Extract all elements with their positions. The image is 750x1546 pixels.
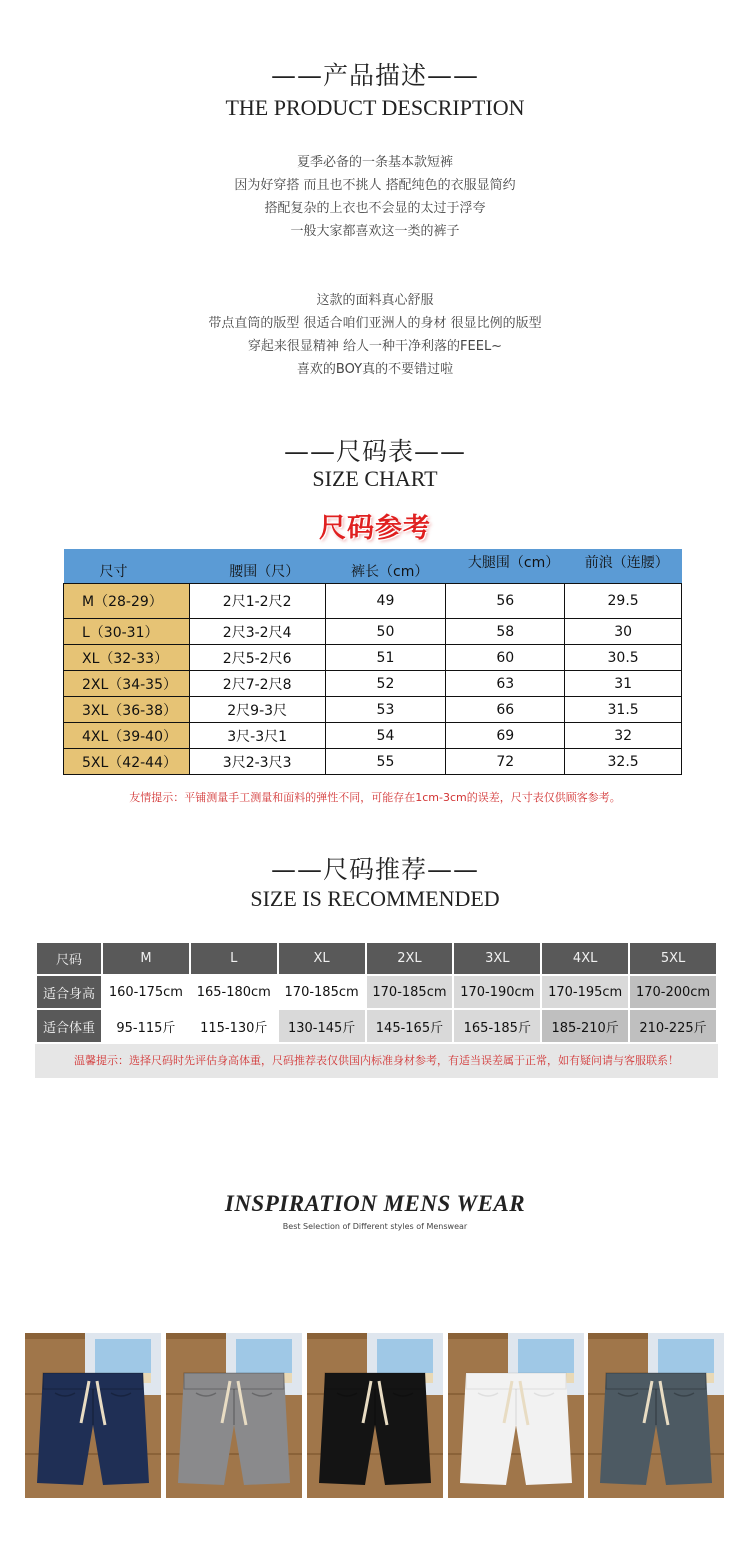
thigh-cell: 56	[446, 584, 565, 619]
rise-header: 前浪（连腰）	[565, 549, 682, 584]
rise-cell: 30	[565, 619, 682, 645]
product-photo-navy	[25, 1333, 161, 1508]
thigh-cell: 69	[446, 723, 565, 749]
size-chart-banner-text: 尺码参考	[319, 513, 431, 544]
description-line: 搭配复杂的上衣也不会显的太过于浮夸	[264, 201, 486, 216]
size-chart-table	[63, 549, 682, 775]
product-photo-black	[307, 1333, 443, 1508]
length-cell: 54	[325, 723, 446, 749]
recommend-height-row	[36, 975, 717, 1009]
rise-cell: 32.5	[565, 749, 682, 775]
size-chart-header-row	[64, 549, 682, 584]
recommend-size-label: 尺码	[36, 942, 102, 975]
size-chart-row	[64, 671, 682, 697]
recommend-height-label: 适合身高	[36, 975, 102, 1009]
description-line: 喜欢的BOY真的不要错过啦	[296, 362, 454, 377]
description-line: 带点直筒的版型 很适合咱们亚洲人的身材 很显比例的版型	[208, 316, 542, 331]
recommend-subtitle: SIZE IS RECOMMENDED	[250, 886, 500, 911]
length-cell: 49	[325, 584, 446, 619]
size-chart-row	[64, 645, 682, 671]
length-header: 裤长（cm）	[325, 549, 446, 584]
recommend-weight-label: 适合体重	[36, 1009, 102, 1043]
recommend-height: 170-195cm	[541, 975, 629, 1009]
waist-cell: 3尺-3尺1	[189, 723, 325, 749]
length-cell: 52	[325, 671, 446, 697]
size-chart-banner	[0, 506, 750, 545]
waist-cell: 3尺2-3尺3	[189, 749, 325, 775]
recommend-height: 165-180cm	[190, 975, 278, 1009]
size-chart-note: 友情提示：平铺测量手工测量和面料的弹性不同，可能存在1cm-3cm的误差，尺寸表仅供顾客参考。	[129, 791, 621, 804]
rise-cell: 29.5	[565, 584, 682, 619]
recommend-height: 170-185cm	[366, 975, 454, 1009]
thigh-cell: 60	[446, 645, 565, 671]
recommend-title: ——尺码推荐——	[270, 855, 479, 884]
waist-header: 腰围（尺）	[189, 549, 325, 584]
size-cell: 2XL（34-35）	[64, 671, 190, 697]
thigh-cell: 63	[446, 671, 565, 697]
size-cell: L（30-31）	[64, 619, 190, 645]
size-chart-title: ——尺码表——	[283, 437, 466, 466]
size-cell: M（28-29）	[64, 584, 190, 619]
recommend-weight-row	[36, 1009, 717, 1043]
description-subtitle: THE PRODUCT DESCRIPTION	[225, 95, 525, 120]
product-photo-slate	[588, 1333, 724, 1508]
recommend-size: 4XL	[541, 942, 629, 975]
recommend-size: 3XL	[453, 942, 541, 975]
size-chart-row	[64, 749, 682, 775]
size-cell: 5XL（42-44）	[64, 749, 190, 775]
size-header: 尺寸	[64, 549, 190, 584]
brand-subtitle: Best Selection of Different styles of Menswear	[282, 1222, 468, 1231]
waist-cell: 2尺7-2尺8	[189, 671, 325, 697]
description-title: ——产品描述——	[270, 61, 479, 90]
rise-cell: 32	[565, 723, 682, 749]
recommend-note: 温馨提示：选择尺码时先评估身高体重，尺码推荐表仅供国内标准身材参考，有适当误差属于正常，如有疑问请与客服联系！	[35, 1044, 718, 1078]
size-cell: XL（32-33）	[64, 645, 190, 671]
recommend-weight: 185-210斤	[541, 1009, 629, 1043]
recommend-height: 160-175cm	[102, 975, 190, 1009]
size-chart-row	[64, 723, 682, 749]
size-cell: 3XL（36-38）	[64, 697, 190, 723]
description-line: 因为好穿搭 而且也不挑人 搭配纯色的衣服显简约	[234, 178, 516, 193]
recommend-weight: 210-225斤	[629, 1009, 717, 1043]
description-paragraph-2	[0, 289, 750, 381]
recommend-weight: 95-115斤	[102, 1009, 190, 1043]
thigh-cell: 58	[446, 619, 565, 645]
thigh-cell: 72	[446, 749, 565, 775]
size-chart-row	[64, 584, 682, 619]
description-line: 这款的面料真心舒服	[316, 293, 434, 308]
recommend-weight: 165-185斤	[453, 1009, 541, 1043]
size-chart-row	[64, 619, 682, 645]
recommend-size: 5XL	[629, 942, 717, 975]
rise-cell: 31	[565, 671, 682, 697]
length-cell: 55	[325, 749, 446, 775]
waist-cell: 2尺1-2尺2	[189, 584, 325, 619]
recommend-size: 2XL	[366, 942, 454, 975]
product-photo-gray	[166, 1333, 302, 1508]
description-line: 夏季必备的一条基本款短裤	[296, 155, 453, 170]
description-line: 一般大家都喜欢这一类的裤子	[290, 224, 460, 239]
recommend-size: L	[190, 942, 278, 975]
recommend-weight: 130-145斤	[278, 1009, 366, 1043]
description-line: 穿起来很显精神 给人一种干净利落的FEEL~	[247, 339, 503, 354]
recommend-weight: 115-130斤	[190, 1009, 278, 1043]
size-chart-subtitle: SIZE CHART	[312, 466, 438, 491]
product-photo-white	[448, 1333, 584, 1508]
waist-cell: 2尺3-2尺4	[189, 619, 325, 645]
recommend-height: 170-200cm	[629, 975, 717, 1009]
rise-cell: 30.5	[565, 645, 682, 671]
thigh-cell: 66	[446, 697, 565, 723]
rise-cell: 31.5	[565, 697, 682, 723]
recommend-header-row	[36, 942, 717, 975]
size-chart-row	[64, 697, 682, 723]
recommend-table	[35, 941, 718, 1044]
thigh-header: 大腿围（cm）	[446, 549, 565, 584]
length-cell: 51	[325, 645, 446, 671]
recommend-weight: 145-165斤	[366, 1009, 454, 1043]
recommend-height: 170-185cm	[278, 975, 366, 1009]
recommend-size: XL	[278, 942, 366, 975]
recommend-height: 170-190cm	[453, 975, 541, 1009]
waist-cell: 2尺9-3尺	[189, 697, 325, 723]
length-cell: 50	[325, 619, 446, 645]
waist-cell: 2尺5-2尺6	[189, 645, 325, 671]
length-cell: 53	[325, 697, 446, 723]
brand-title: INSPIRATION MENS WEAR	[224, 1191, 526, 1216]
size-cell: 4XL（39-40）	[64, 723, 190, 749]
recommend-size: M	[102, 942, 190, 975]
description-paragraph-1	[0, 151, 750, 243]
